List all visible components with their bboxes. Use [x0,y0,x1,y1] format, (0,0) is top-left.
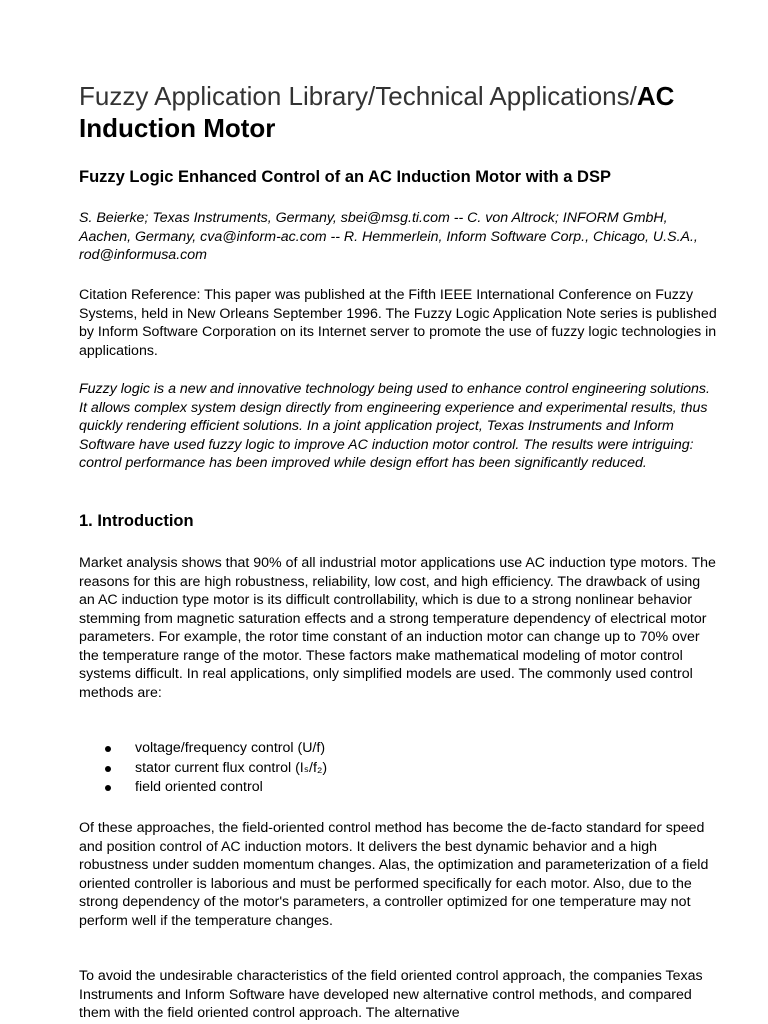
list-item [105,739,327,759]
title-prefix: Fuzzy Application Library/Technical Applications/ [79,81,637,111]
section-heading-introduction: 1. Introduction [79,512,194,530]
list-item-text: stator current flux control (Iₛ/f₂) [135,759,328,776]
page-title [79,80,719,144]
list-item-text: field oriented control [135,779,263,795]
intro-paragraph-3: To avoid the undesirable characteristics of the field oriented control approach, the companies Texas Instruments and Inform Software have developed new alternative control methods, and compared them with the field oriented control approach. The alternative [79,968,703,1021]
intro-paragraph-2: Of these approaches, the field-oriented control method has become the de-facto standard for speed and position control of AC induction motors. It delivers the best dynamic behavior and a high robustness under sudden momentum changes. Alas, the optimization and parameterization of a field oriented controller is laborious and must be performed specifically for each motor. Also, due to the strong dependency of the motor's parameters, a controller optimized for one temperature may not perform well if the temperature changes. [79,820,709,929]
list-item [105,759,327,779]
citation-paragraph: Citation Reference: This paper was published at the Fifth IEEE International Conference on Fuzzy Systems, held in New Orleans September 1996. The Fuzzy Logic Application Note series is published by Inform Software Corporation on its Internet server to promote the use of fuzzy logic technologies in applications. [79,287,717,359]
paper-subtitle: Fuzzy Logic Enhanced Control of an AC Induction Motor with a DSP [79,168,611,186]
bullet-icon [105,785,111,791]
list-item-text: voltage/frequency control (U/f) [135,740,326,756]
title-bold: AC Induction Motor [79,81,675,143]
list-item [105,778,327,798]
intro-paragraph-1: Market analysis shows that 90% of all industrial motor applications use AC induction type motors. The reasons for this are high robustness, reliability, low cost, and high efficiency. The drawback of using an AC induction type motor is its difficult controllability, which is due to a strong nonlinear behavior stemming from magnetic saturation effects and a strong temperature dependency of electrical motor parameters. For example, the rotor time constant of an induction motor can change up to 70% over the temperature range of the motor. These factors make mathematical modeling of motor control systems difficult. In real applications, only simplified models are used. The commonly used control methods are: [79,555,716,701]
authors-paragraph: S. Beierke; Texas Instruments, Germany, sbei@msg.ti.com -- C. von Altrock; INFORM GmbH, Aachen, Germany, cva@inform-ac.com -- R. Hemmerlein, Inform Software Corp., Chicago, U.S.A., rod@informusa.com [79,210,698,263]
bullet-icon [105,766,111,772]
bullet-icon [105,746,111,752]
abstract-paragraph: Fuzzy logic is a new and innovative technology being used to enhance control engineering solutions. It allows complex system design directly from engineering experience and experimental results, thus quickly rendering efficient solutions. In a joint application project, Texas Instruments and Inform Software have used fuzzy logic to improve AC induction motor control. The results were intriguing: control performance has been improved while design effort has been significantly reduced. [79,381,710,471]
control-methods-list [105,739,327,798]
